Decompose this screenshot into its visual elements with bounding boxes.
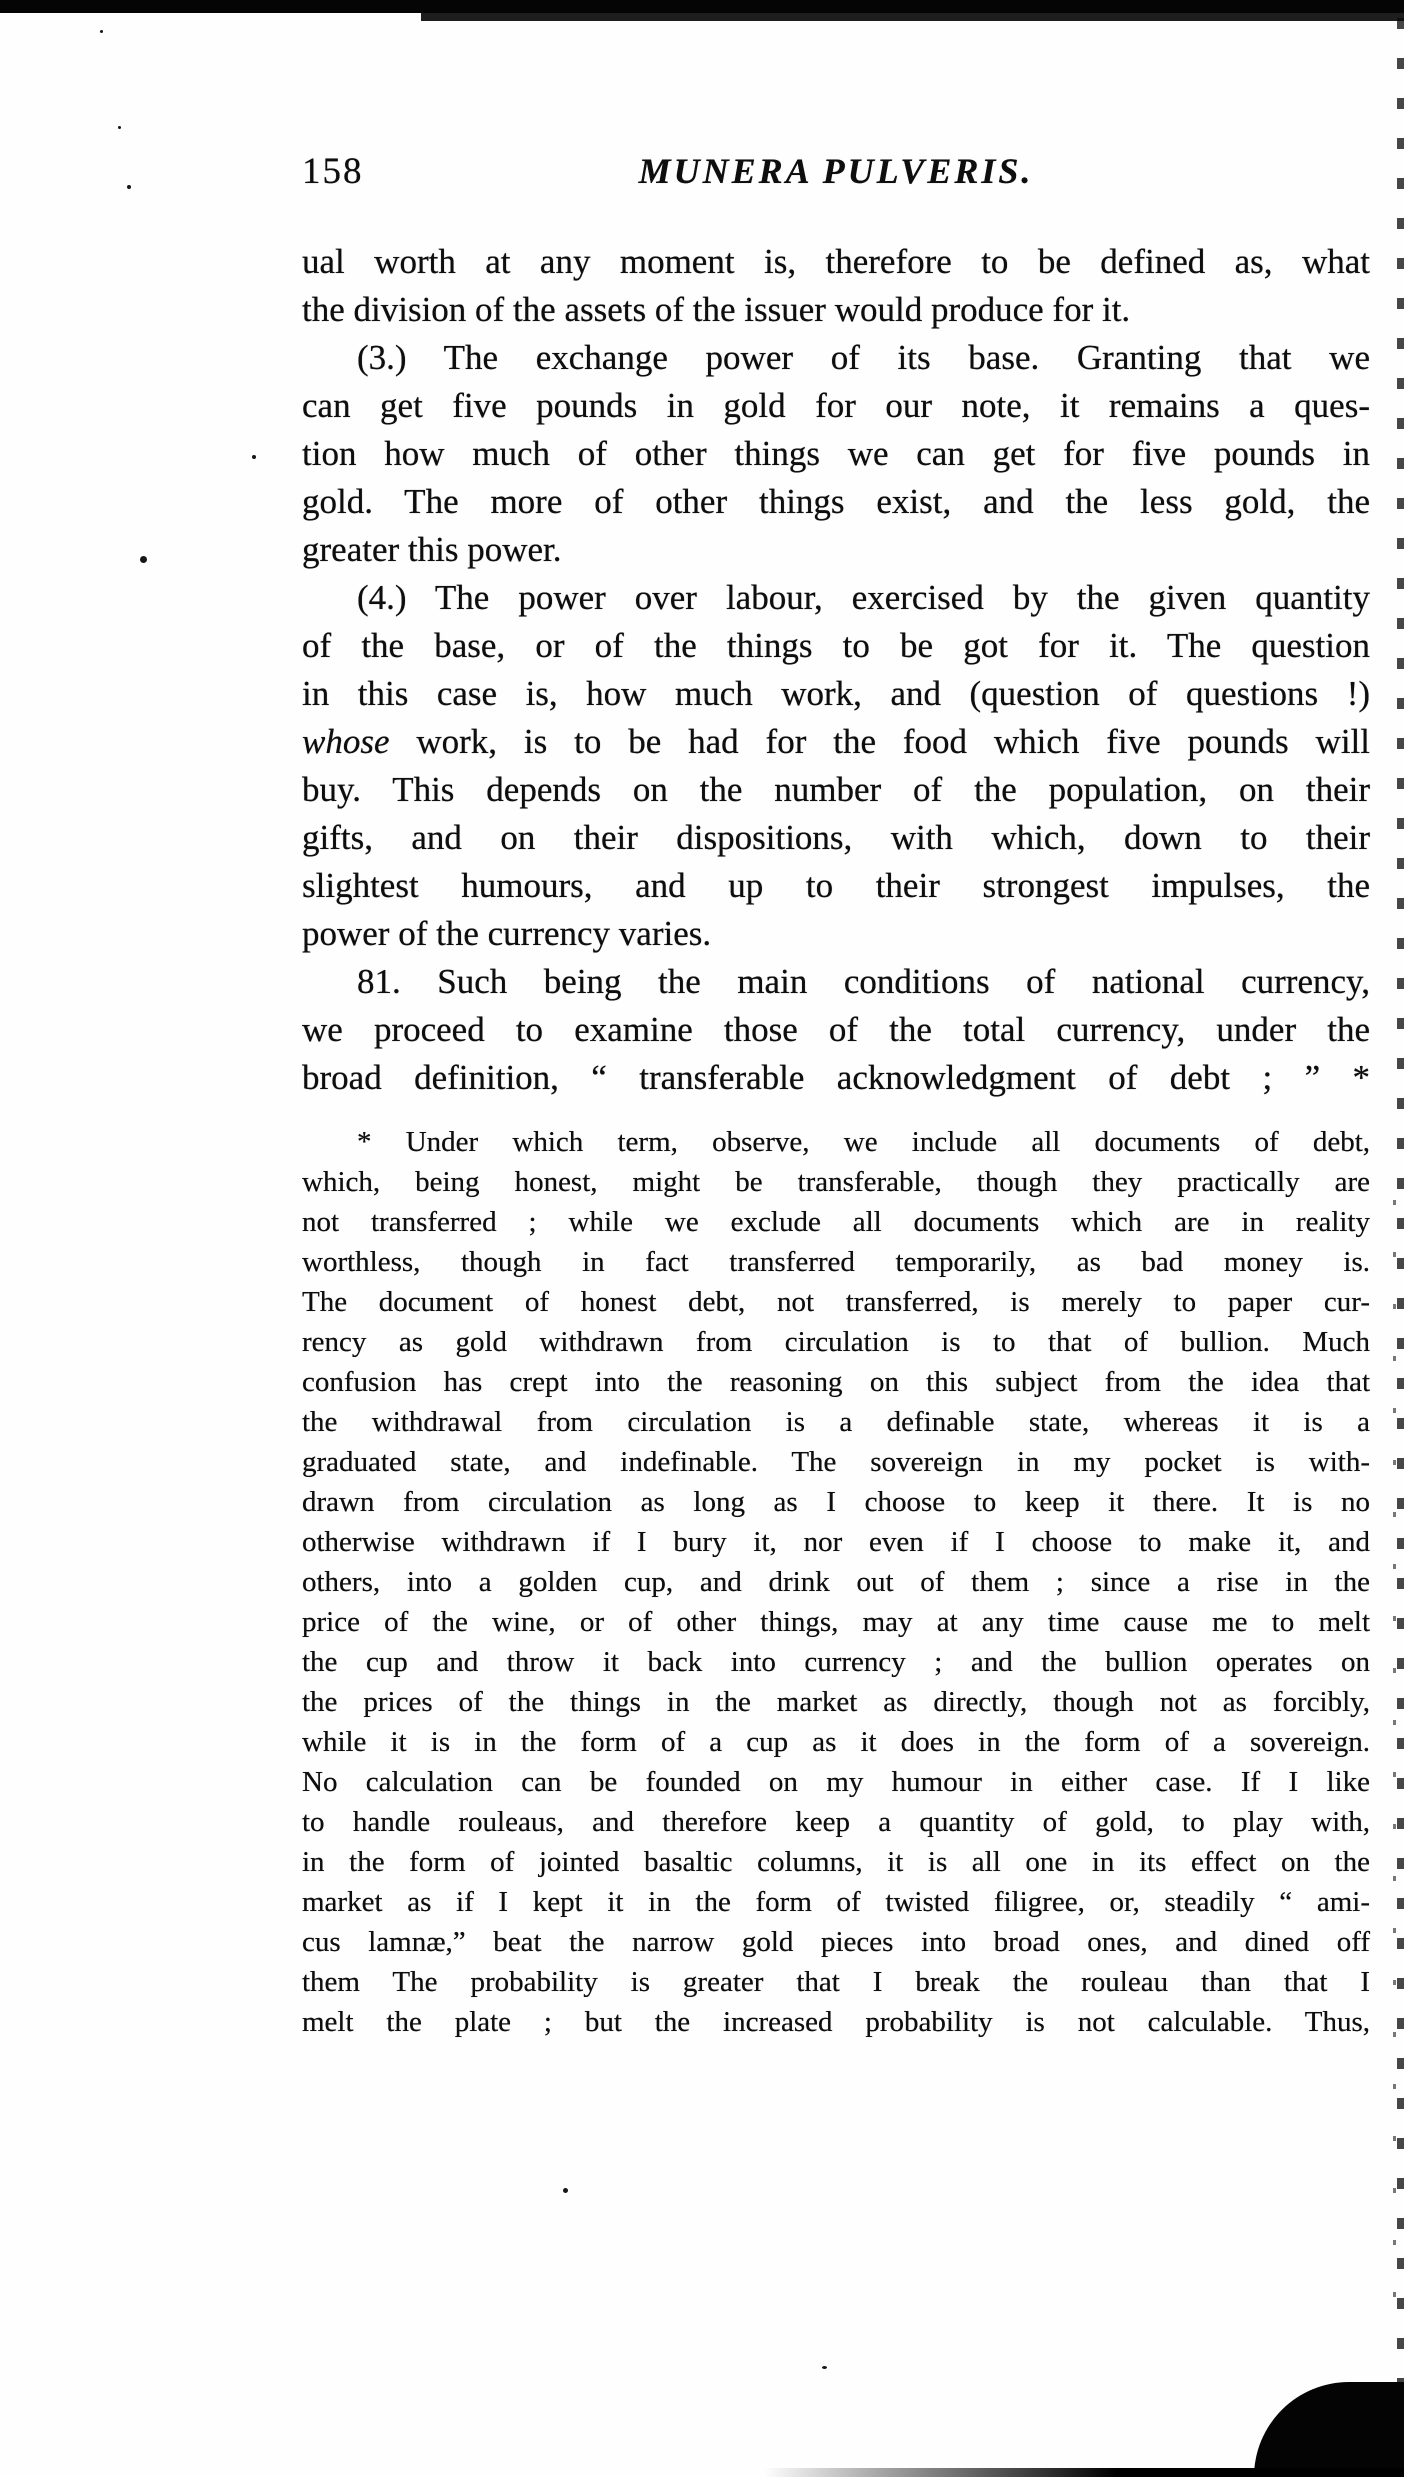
scan-speck [100, 30, 103, 33]
scan-artifact-bottom-corner [1254, 2382, 1404, 2477]
body-line: buy. This depends on the number of the population, on their [302, 770, 1370, 809]
footnote-line: not transferred ; while we exclude all documents which are in reality [302, 1206, 1370, 1238]
footnote [302, 1122, 1370, 2042]
footnote-line: them The probability is greater that I break the rouleau than that I [302, 1966, 1370, 1998]
scan-artifact-bottom-bar [764, 2468, 1404, 2477]
scan-speck [563, 2188, 568, 2193]
footnote-line: The document of honest debt, not transferred, is merely to paper cur- [302, 1286, 1370, 1318]
italic-word: whose [302, 722, 390, 761]
scan-speck [127, 185, 131, 189]
footnote-line: market as if I kept it in the form of twisted filigree, or, steadily “ ami- [302, 1886, 1370, 1918]
footnote-line: melt the plate ; but the increased probability is not calculable. Thus, [302, 2006, 1370, 2038]
body-line-rest: work, is to be had for the food which five pounds will [389, 722, 1370, 761]
body-line: in this case is, how much work, and (question of questions !) [302, 674, 1370, 713]
body-line: greater this power. [302, 530, 562, 569]
scan-speck [822, 2366, 827, 2369]
body-line: power of the currency varies. [302, 914, 712, 953]
scan-speck [118, 126, 121, 129]
footnote-line: price of the wine, or of other things, may at any time cause me to melt [302, 1606, 1370, 1638]
footnote-line: * Under which term, observe, we include all documents of debt, [357, 1126, 1370, 1158]
footnote-line: the withdrawal from circulation is a definable state, whereas it is a [302, 1406, 1370, 1438]
footnote-line: No calculation can be founded on my humour in either case. If I like [302, 1766, 1370, 1798]
body-line: slightest humours, and up to their strongest impulses, the [302, 866, 1370, 905]
body-text [302, 238, 1370, 1102]
scan-speck [252, 455, 256, 459]
body-line: (3.) The exchange power of its base. Granting that we [357, 338, 1370, 377]
footnote-line: otherwise withdrawn if I bury it, nor even if I choose to make it, and [302, 1526, 1370, 1558]
footnote-line: cus lamnæ,” beat the narrow gold pieces into broad ones, and dined off [302, 1926, 1370, 1958]
body-line: 81. Such being the main conditions of national currency, [357, 962, 1370, 1001]
footnote-line: in the form of jointed basaltic columns, it is all one in its effect on the [302, 1846, 1370, 1878]
footnote-line: others, into a golden cup, and drink out of them ; since a rise in the [302, 1566, 1370, 1598]
body-line: ual worth at any moment is, therefore to be defined as, what [302, 242, 1370, 281]
body-line: gifts, and on their dispositions, with which, down to their [302, 818, 1370, 857]
footnote-line: worthless, though in fact transferred temporarily, as bad money is. [302, 1246, 1370, 1278]
body-line: the division of the assets of the issuer would produce for it. [302, 290, 1131, 329]
scan-artifact-top-bar-edge [421, 13, 1404, 21]
scan-artifact-top-bar [0, 0, 1404, 13]
body-line: broad definition, “ transferable acknowledgment of debt ; ” * [302, 1058, 1370, 1097]
footnote-line: the prices of the things in the market as directly, though not as forcibly, [302, 1686, 1370, 1718]
running-title: MUNERA PULVERIS. [638, 151, 1034, 191]
footnote-line: confusion has crept into the reasoning on this subject from the idea that [302, 1366, 1370, 1398]
footnote-line: the cup and throw it back into currency ; and the bullion operates on [302, 1646, 1370, 1678]
scan-artifact-right-edge-faint [1393, 1200, 1396, 2300]
body-line: can get five pounds in gold for our note, it remains a ques- [302, 386, 1370, 425]
scan-artifact-right-edge [1397, 18, 1404, 2477]
body-line [302, 718, 1370, 766]
footnote-line: while it is in the form of a cup as it does in the form of a sovereign. [302, 1726, 1370, 1758]
footnote-line: drawn from circulation as long as I choose to keep it there. It is no [302, 1486, 1370, 1518]
running-head [302, 150, 1370, 198]
page-number: 158 [302, 151, 364, 192]
footnote-line: which, being honest, might be transferable, though they practically are [302, 1166, 1370, 1198]
body-line: we proceed to examine those of the total currency, under the [302, 1010, 1370, 1049]
footnote-line: rency as gold withdrawn from circulation is to that of bullion. Much [302, 1326, 1370, 1358]
footnote-line: graduated state, and indefinable. The sovereign in my pocket is with- [302, 1446, 1370, 1478]
body-line: tion how much of other things we can get for five pounds in [302, 434, 1370, 473]
footnote-line: to handle rouleaus, and therefore keep a quantity of gold, to play with, [302, 1806, 1370, 1838]
scan-speck [140, 556, 147, 563]
body-line: (4.) The power over labour, exercised by the given quantity [357, 578, 1370, 617]
body-line: of the base, or of the things to be got for it. The question [302, 626, 1370, 665]
body-line: gold. The more of other things exist, and the less gold, the [302, 482, 1370, 521]
